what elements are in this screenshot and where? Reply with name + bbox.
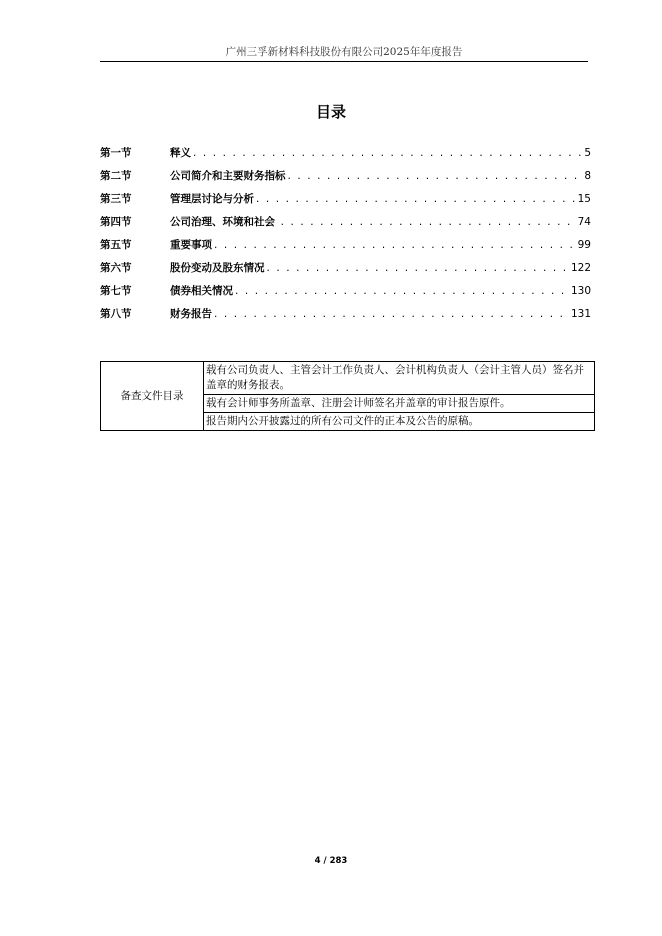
toc-section-name: 股份变动及股东情况 <box>170 262 265 274</box>
toc-section-number: 第二节 <box>100 170 132 182</box>
toc-section-name: 公司治理、环境和社会 <box>170 216 279 228</box>
toc-page-number: 131 <box>570 307 591 320</box>
reference-document-item: 报告期内公开披露过的所有公司文件的正本及公告的原稿。 <box>204 413 595 431</box>
toc-leader-dots <box>214 308 568 320</box>
toc-page-number: 5 <box>584 146 591 159</box>
page-number: 4 / 283 <box>314 856 348 866</box>
toc-entry-1[interactable] <box>100 141 591 164</box>
toc-section-name: 管理层讨论与分析 <box>170 193 254 205</box>
toc-page-number: 130 <box>570 284 591 297</box>
toc-section-name: 重要事项 <box>170 239 212 251</box>
toc-page-number: 122 <box>570 261 591 274</box>
toc-leader-dots <box>267 262 568 274</box>
toc-entry-5[interactable] <box>100 233 591 256</box>
toc-entry-3[interactable] <box>100 187 591 210</box>
table-row <box>101 362 595 395</box>
toc-section-name: 公司简介和主要财务指标 <box>170 170 286 182</box>
toc-entry-4[interactable] <box>100 210 591 233</box>
toc-section-number: 第三节 <box>100 193 132 205</box>
toc-leader-dots <box>235 285 568 297</box>
toc-leader-dots <box>256 193 575 205</box>
reference-document-item: 载有公司负责人、主管会计工作负责人、会计机构负责人（会计主管人员）签名并盖章的财务报表。 <box>204 362 595 395</box>
toc-leader-dots <box>193 147 581 159</box>
toc-leader-dots <box>288 170 582 182</box>
toc-section-number: 第四节 <box>100 216 132 228</box>
toc-section-number: 第一节 <box>100 147 132 159</box>
toc-leader-dots <box>281 216 575 228</box>
toc-section-number: 第八节 <box>100 308 132 320</box>
reference-document-item: 载有会计师事务所盖章、注册会计师签名并盖章的审计报告原件。 <box>204 395 595 413</box>
toc-entry-7[interactable] <box>100 279 591 302</box>
table-of-contents <box>100 141 591 325</box>
header-divider <box>100 61 588 62</box>
reference-documents-table <box>100 361 595 431</box>
toc-entry-8[interactable] <box>100 302 591 325</box>
toc-leader-dots <box>214 239 575 251</box>
toc-section-name: 债券相关情况 <box>170 285 233 297</box>
toc-section-number: 第七节 <box>100 285 132 297</box>
toc-page-number: 15 <box>577 192 591 205</box>
toc-page-number: 99 <box>577 238 591 251</box>
toc-page-number: 74 <box>577 215 591 228</box>
toc-entry-6[interactable] <box>100 256 591 279</box>
toc-entry-2[interactable] <box>100 164 591 187</box>
toc-section-number: 第六节 <box>100 262 132 274</box>
toc-section-name: 释义 <box>170 147 191 159</box>
toc-section-number: 第五节 <box>100 239 132 251</box>
toc-section-name: 财务报告 <box>170 308 212 320</box>
toc-title: 目录 <box>315 103 346 121</box>
page-header: 广州三孚新材料科技股份有限公司2025年年度报告 <box>225 46 463 58</box>
reference-documents-label: 备查文件目录 <box>101 362 204 431</box>
toc-page-number: 8 <box>584 169 591 182</box>
